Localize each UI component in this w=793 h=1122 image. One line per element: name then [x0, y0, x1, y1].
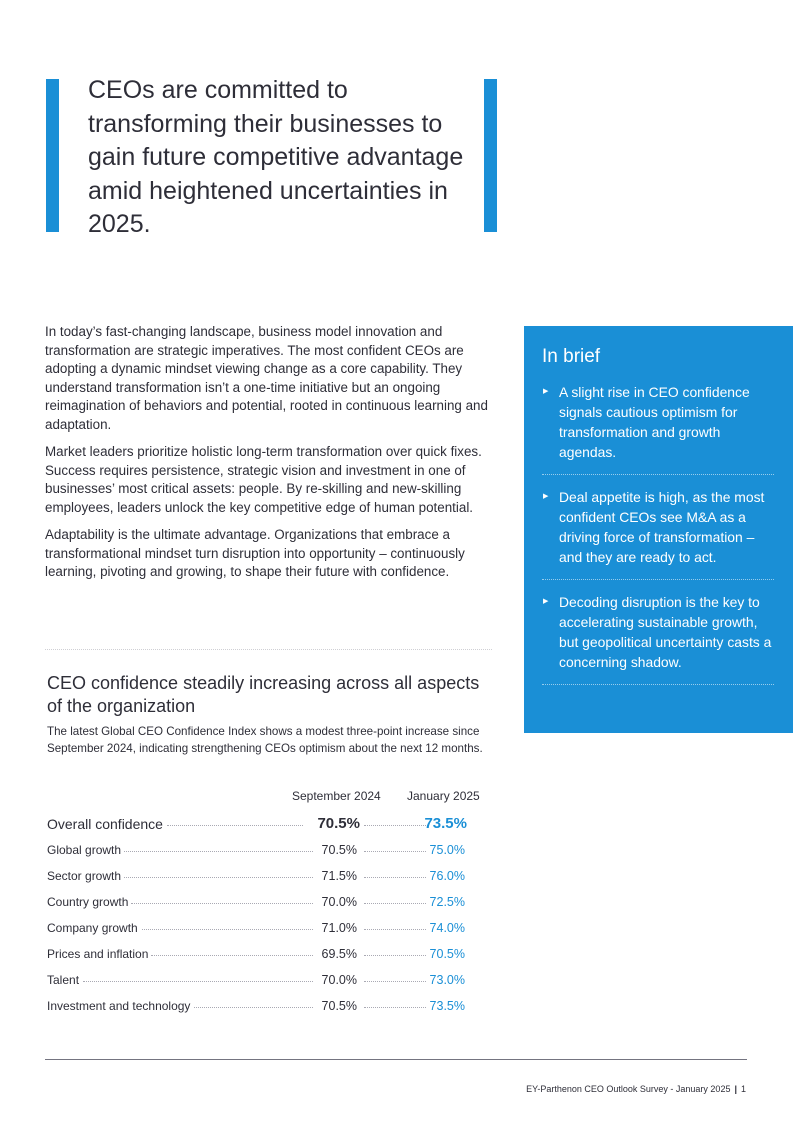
value-january: 72.5%: [429, 895, 465, 909]
value-january: 75.0%: [429, 843, 465, 857]
section-divider: [45, 649, 492, 650]
section-title: CEO confidence steadily increasing across all aspects of the organization: [47, 673, 480, 716]
leader-dots: [137, 929, 313, 930]
table-row: [47, 892, 472, 912]
leader-dots: [83, 981, 313, 982]
bullet-triangle-icon: ▶: [543, 598, 549, 605]
value-september: 70.5%: [321, 843, 357, 857]
row-label: Prices and inflation: [47, 944, 151, 964]
intro-paragraph: Market leaders prioritize holistic long-term transformation over quick fixes. Success requires persistence, strategic vision and investment in one of businesses’ most critical assets: people. By re-skilling and new-skilling employees, leaders unlock the key competitive edge of human potential.: [45, 444, 482, 515]
in-brief-item-text: Decoding disruption is the key to accelerating sustainable growth, but geopolitical uncertainty casts a concerning shadow.: [559, 594, 772, 670]
leader-dots: [121, 851, 313, 852]
value-january: 74.0%: [429, 921, 465, 935]
bullet-triangle-icon: ▶: [543, 388, 549, 395]
value-september: 70.0%: [321, 895, 357, 909]
table-row: [47, 996, 472, 1016]
headline-accent-bar-left: [46, 79, 59, 232]
value-january: 73.5%: [424, 815, 467, 832]
table-row: [47, 840, 472, 860]
page-footer: [526, 1084, 746, 1094]
table-row: [47, 918, 472, 938]
row-label: Global growth: [47, 840, 124, 860]
page-number: 1: [740, 1084, 746, 1094]
value-september: 69.5%: [321, 947, 357, 961]
table-row: [47, 970, 472, 990]
in-brief-list: [542, 382, 774, 697]
value-january: 73.0%: [429, 973, 465, 987]
value-september: 70.0%: [321, 973, 357, 987]
bullet-triangle-icon: ▶: [543, 493, 549, 500]
leader-dots: [131, 903, 313, 904]
table-row: [47, 814, 472, 834]
value-january: 70.5%: [429, 947, 465, 961]
in-brief-item-text: Deal appetite is high, as the most confident CEOs see M&A as a driving force of transformation – and they are ready to act.: [559, 489, 765, 565]
intro-text: [45, 323, 490, 591]
value-september: 70.5%: [317, 815, 360, 832]
row-label: Company growth: [47, 918, 141, 938]
leader-dots: [123, 877, 313, 878]
table-row: [47, 866, 472, 886]
leader-dots: [151, 955, 313, 956]
footer-separator: |: [734, 1084, 737, 1094]
in-brief-item: [542, 487, 774, 580]
footer-divider: [45, 1059, 747, 1060]
leader-dots: [191, 1007, 313, 1008]
leader-dots: [167, 825, 303, 826]
headline-accent-bar-right: [484, 79, 497, 232]
intro-paragraph: Adaptability is the ultimate advantage. Organizations that embrace a transformational mindset turn disruption into opportunity – continuously learning, pivoting and growing, to shape their future with confidence.: [45, 527, 465, 579]
section-description: The latest Global CEO Confidence Index shows a modest three-point increase since September 2024, indicating strengthening CEOs optimism about the next 12 months.: [47, 725, 483, 755]
value-january: 76.0%: [429, 869, 465, 883]
column-header-january-2025: January 2025: [407, 789, 480, 803]
in-brief-item: [542, 592, 774, 685]
row-label: Talent: [47, 970, 82, 990]
in-brief-title: In brief: [542, 346, 601, 367]
column-header-september-2024: September 2024: [292, 789, 381, 803]
in-brief-item: [542, 382, 774, 475]
value-january: 73.5%: [429, 999, 465, 1013]
page-headline: CEOs are committed to transforming their businesses to gain future competitive advantage amid heightened uncertainties in 2025.: [88, 76, 464, 238]
in-brief-item-text: A slight rise in CEO confidence signals cautious optimism for transformation and growth agendas.: [559, 384, 750, 460]
value-september: 71.0%: [321, 921, 357, 935]
row-label: Investment and technology: [47, 996, 193, 1016]
table-row: [47, 944, 472, 964]
footer-source: EY-Parthenon CEO Outlook Survey - January 2025: [526, 1084, 731, 1094]
row-label: Overall confidence: [47, 814, 166, 834]
row-label: Country growth: [47, 892, 131, 912]
row-label: Sector growth: [47, 866, 124, 886]
intro-paragraph: In today’s fast-changing landscape, business model innovation and transformation are strategic imperatives. The most confident CEOs are adopting a dynamic mindset viewing change as a core capability. They understand transformation isn’t a one-time initiative but an ongoing reimagination of behaviors and potential, rooted in continuous learning and adaptation.: [45, 324, 488, 432]
value-september: 70.5%: [321, 999, 357, 1013]
value-september: 71.5%: [321, 869, 357, 883]
in-brief-panel: [524, 326, 793, 733]
